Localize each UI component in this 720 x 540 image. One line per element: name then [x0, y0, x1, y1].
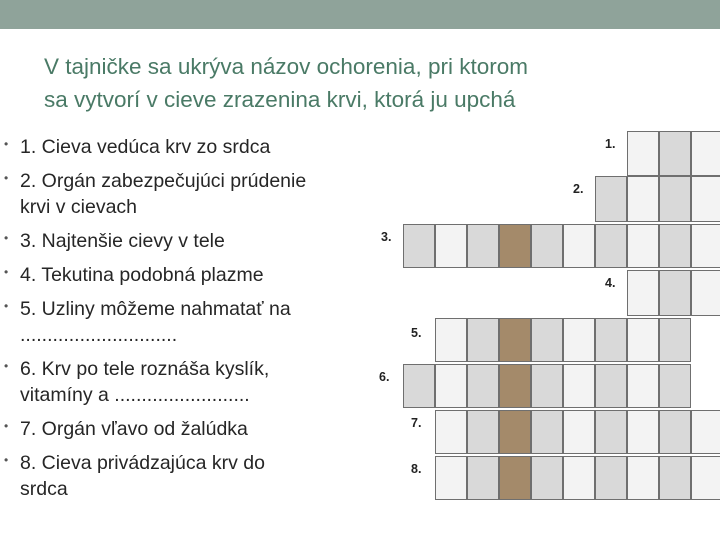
crossword-cell[interactable] [627, 364, 659, 408]
crossword-cell[interactable] [595, 364, 627, 408]
crossword-cell[interactable] [531, 410, 563, 454]
bullet-icon: • [4, 171, 9, 185]
crossword-cell[interactable] [435, 224, 467, 268]
crossword-cell[interactable] [563, 410, 595, 454]
crossword-cell[interactable] [435, 456, 467, 500]
bullet-icon: • [4, 231, 9, 245]
clue-item [4, 356, 404, 408]
bullet-icon: • [4, 299, 9, 313]
crossword-cell[interactable] [531, 318, 563, 362]
bullet-icon: • [4, 137, 9, 151]
crossword-cell[interactable] [659, 318, 691, 362]
solution-cell[interactable] [499, 456, 531, 500]
crossword-cell[interactable] [595, 456, 627, 500]
crossword-cell[interactable] [467, 224, 499, 268]
crossword-cell[interactable] [563, 318, 595, 362]
crossword-cell[interactable] [659, 270, 691, 316]
row-number-label: 8. [411, 462, 422, 476]
crossword-cell[interactable] [563, 456, 595, 500]
solution-cell[interactable] [499, 318, 531, 362]
crossword-cell[interactable] [659, 410, 691, 454]
crossword-cell[interactable] [659, 131, 691, 176]
clue-list [4, 134, 404, 502]
clue-item [4, 296, 404, 348]
crossword-cell[interactable] [467, 410, 499, 454]
bullet-icon: • [4, 359, 9, 373]
crossword-cell[interactable] [627, 224, 659, 268]
row-number-label: 6. [379, 370, 390, 384]
crossword-cell[interactable] [691, 224, 720, 268]
crossword-cell[interactable] [403, 224, 435, 268]
crossword-cell[interactable] [659, 176, 691, 222]
crossword-cell[interactable] [691, 176, 720, 222]
crossword-cell[interactable] [627, 318, 659, 362]
clue-text: 1. Cieva vedúca krv zo srdca [20, 136, 271, 158]
crossword-cell[interactable] [627, 456, 659, 500]
title-line-1: V tajničke sa ukrýva názov ochorenia, pri ktorom [44, 54, 528, 79]
clue-text: krvi v cievach [20, 196, 138, 218]
clue-text: 4. Tekutina podobná plazme [20, 264, 264, 286]
clue-text: 5. Uzliny môžeme nahmatať na [20, 298, 291, 320]
crossword-cell[interactable] [563, 364, 595, 408]
crossword-cell[interactable] [435, 318, 467, 362]
clue-text: srdca [20, 478, 68, 500]
crossword-cell[interactable] [691, 456, 720, 500]
crossword-cell[interactable] [659, 456, 691, 500]
clue-item [4, 450, 404, 502]
clue-text: 2. Orgán zabezpečujúci prúdenie [20, 170, 307, 192]
crossword-cell[interactable] [531, 364, 563, 408]
crossword-cell[interactable] [467, 364, 499, 408]
row-number-label: 2. [573, 182, 584, 196]
row-number-label: 5. [411, 326, 422, 340]
crossword-cell[interactable] [467, 318, 499, 362]
crossword-cell[interactable] [435, 364, 467, 408]
clue-item [4, 134, 404, 160]
clue-item [4, 168, 404, 220]
crossword-cell[interactable] [563, 224, 595, 268]
crossword-cell[interactable] [595, 224, 627, 268]
clue-text: 6. Krv po tele roznáša kyslík, [20, 358, 270, 380]
clue-item [4, 416, 404, 442]
solution-cell[interactable] [499, 364, 531, 408]
crossword-cell[interactable] [595, 410, 627, 454]
crossword-cell[interactable] [627, 270, 659, 316]
crossword-cell[interactable] [435, 410, 467, 454]
row-number-label: 3. [381, 230, 392, 244]
crossword-cell[interactable] [691, 270, 720, 316]
clue-item [4, 262, 404, 288]
crossword-cell[interactable] [467, 456, 499, 500]
clue-item [4, 228, 404, 254]
clue-text: vitamíny a ......................... [20, 384, 250, 406]
bullet-icon: • [4, 453, 9, 467]
row-number-label: 4. [605, 276, 616, 290]
crossword-cell[interactable] [403, 364, 435, 408]
clue-text: ............................. [20, 324, 178, 346]
title-line-2: sa vytvorí v cieve zrazenina krvi, ktorá ju upchá [44, 87, 516, 112]
clue-text: 8. Cieva privádzajúca krv do [20, 452, 265, 474]
crossword-cell[interactable] [595, 176, 627, 222]
crossword-cell[interactable] [627, 131, 659, 176]
crossword-cell[interactable] [627, 410, 659, 454]
crossword-cell[interactable] [659, 364, 691, 408]
row-number-label: 1. [605, 137, 616, 151]
row-number-label: 7. [411, 416, 422, 430]
crossword-cell[interactable] [659, 224, 691, 268]
clue-text: 7. Orgán vľavo od žalúdka [20, 418, 248, 440]
solution-cell[interactable] [499, 224, 531, 268]
bullet-icon: • [4, 265, 9, 279]
bullet-icon: • [4, 419, 9, 433]
clue-text: 3. Najtenšie cievy v tele [20, 230, 225, 252]
crossword-cell[interactable] [627, 176, 659, 222]
crossword-cell[interactable] [531, 456, 563, 500]
crossword-cell[interactable] [595, 318, 627, 362]
slide-title [44, 50, 684, 116]
crossword-cell[interactable] [531, 224, 563, 268]
solution-cell[interactable] [499, 410, 531, 454]
slide-header-bar [0, 0, 720, 29]
crossword-cell[interactable] [691, 410, 720, 454]
crossword-cell[interactable] [691, 131, 720, 176]
